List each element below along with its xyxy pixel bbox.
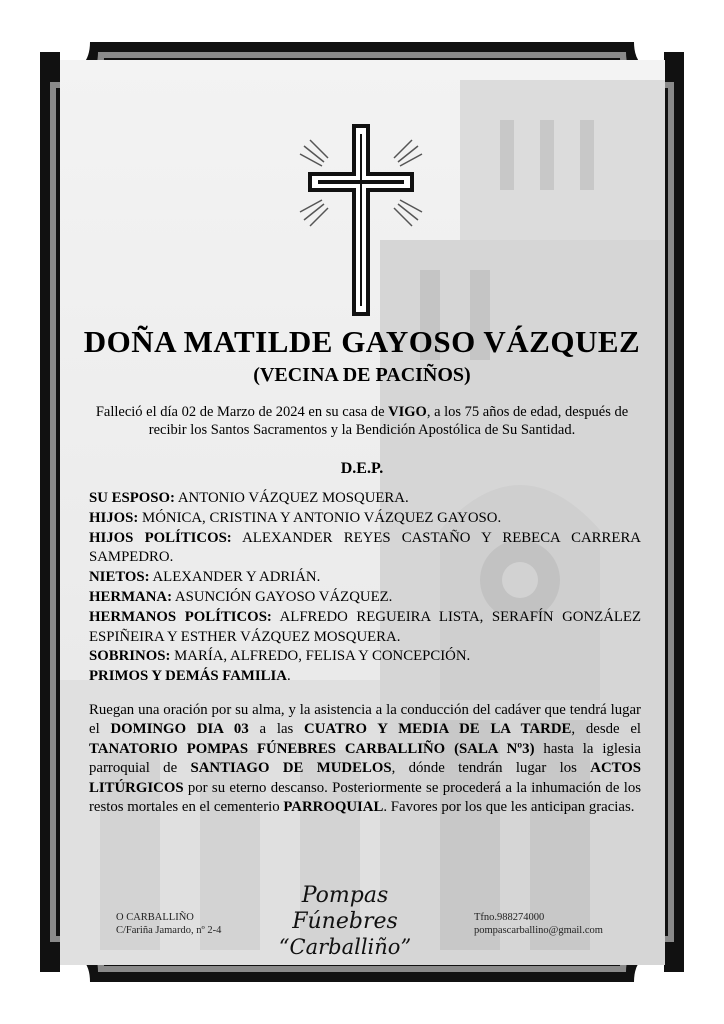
intro-place: VIGO [388,404,427,420]
funeral-detail-emphasis: SANTIAGO DE MUDELOS [190,760,392,777]
family-relation-label: HIJOS POLÍTICOS: [89,529,232,546]
footer-contact [474,911,603,937]
family-relation-label: PRIMOS Y DEMÁS FAMILIA [89,668,287,685]
logo-line-1: Pompas Fúnebres [292,883,398,934]
family-entry [89,667,641,687]
family-members: ANTONIO VÁZQUEZ MOSQUERA. [174,490,409,506]
footer-street: C/Fariña Jamardo, nº 2-4 [116,925,222,936]
family-members: . [286,668,291,685]
funeral-detail-emphasis: ACTOS LITÚRGICOS [89,760,642,796]
funeral-detail-text: , desde el [571,721,641,738]
family-members: MÓNICA, CRISTINA Y ANTONIO VÁZQUEZ GAYOSO. [138,509,502,526]
funeral-detail-text: . Favores por los que les anticipan gracias. [383,799,635,816]
family-entry [89,568,641,588]
funeral-detail-emphasis: TANATORIO POMPAS FÚNEBRES CARBALLIÑO (SALA Nº3) [89,740,535,757]
funeral-detail-text: a las [248,721,305,738]
family-members: ALEXANDER Y ADRIÁN. [149,569,321,586]
funeral-detail-emphasis: CUATRO Y MEDIA DE LA TARDE [304,721,572,738]
family-entry [89,608,641,648]
footer-town: O CARBALLIÑO [116,912,194,923]
family-members: ALEXANDER REYES CASTAÑO Y REBECA CARRERA SAMPEDRO. [89,529,641,566]
funeral-detail-text: , dónde tendrán lugar los [391,760,591,777]
funeral-detail-text: hasta la iglesia parroquial de [89,740,641,777]
family-entry [89,529,641,569]
family-entry [89,588,641,608]
family-relation-label: NIETOS: [89,569,150,586]
family-list [89,489,641,687]
funeral-home-logo [270,883,420,959]
family-members: MARÍA, ALFREDO, FELISA Y CONCEPCIÓN. [170,648,471,665]
deceased-name: DOÑA MATILDE GAYOSO VÁZQUEZ [83,324,641,359]
family-members: ASUNCIÓN GAYOSO VÁZQUEZ. [172,588,393,605]
family-relation-label: HERMANOS POLÍTICOS: [89,608,272,625]
intro-text-1: Falleció el día 02 de Marzo de 2024 en su casa de [95,404,389,420]
family-relation-label: HERMANA: [89,588,173,605]
family-members: ALFREDO REGUEIRA LISTA, SERAFÍN GONZÁLEZ ESPIÑEIRA Y ESTHER VÁZQUEZ MOSQUERA. [89,608,641,645]
family-relation-label: HIJOS: [89,509,139,526]
footer-address [116,911,221,937]
family-entry [89,647,641,667]
deceased-subtitle: (VECINA DE PACIÑOS) [253,364,471,386]
cross-icon [296,120,426,320]
funeral-detail-text: Ruegan una oración por su alma, y la asistencia a la conducción del cadáver que tendrá lugar el [89,702,641,738]
intro-text-2: , a los 75 años de edad, después de recibir los Santos Sacramentos y la Bendición Apostólica de Su Santidad. [148,404,629,438]
funeral-details [89,701,641,817]
funeral-detail-emphasis: DOMINGO DIA 03 [110,721,249,738]
logo-line-2: “Carballiño” [278,935,412,959]
dep-heading: D.E.P. [340,460,384,477]
family-relation-label: SOBRINOS: [89,648,171,665]
footer-email: pompascarballino@gmail.com [474,925,603,936]
death-announcement [80,403,644,439]
family-entry [89,489,641,509]
family-relation-label: SU ESPOSO: [89,490,175,506]
footer-phone: Tfno.988274000 [474,912,545,923]
funeral-detail-text: por su eterno descanso. Posteriormente se procederá a la inhumación de los restos mortales en el cementerio [89,779,641,816]
funeral-detail-emphasis: PARROQUIAL [283,799,384,816]
family-entry [89,509,641,529]
